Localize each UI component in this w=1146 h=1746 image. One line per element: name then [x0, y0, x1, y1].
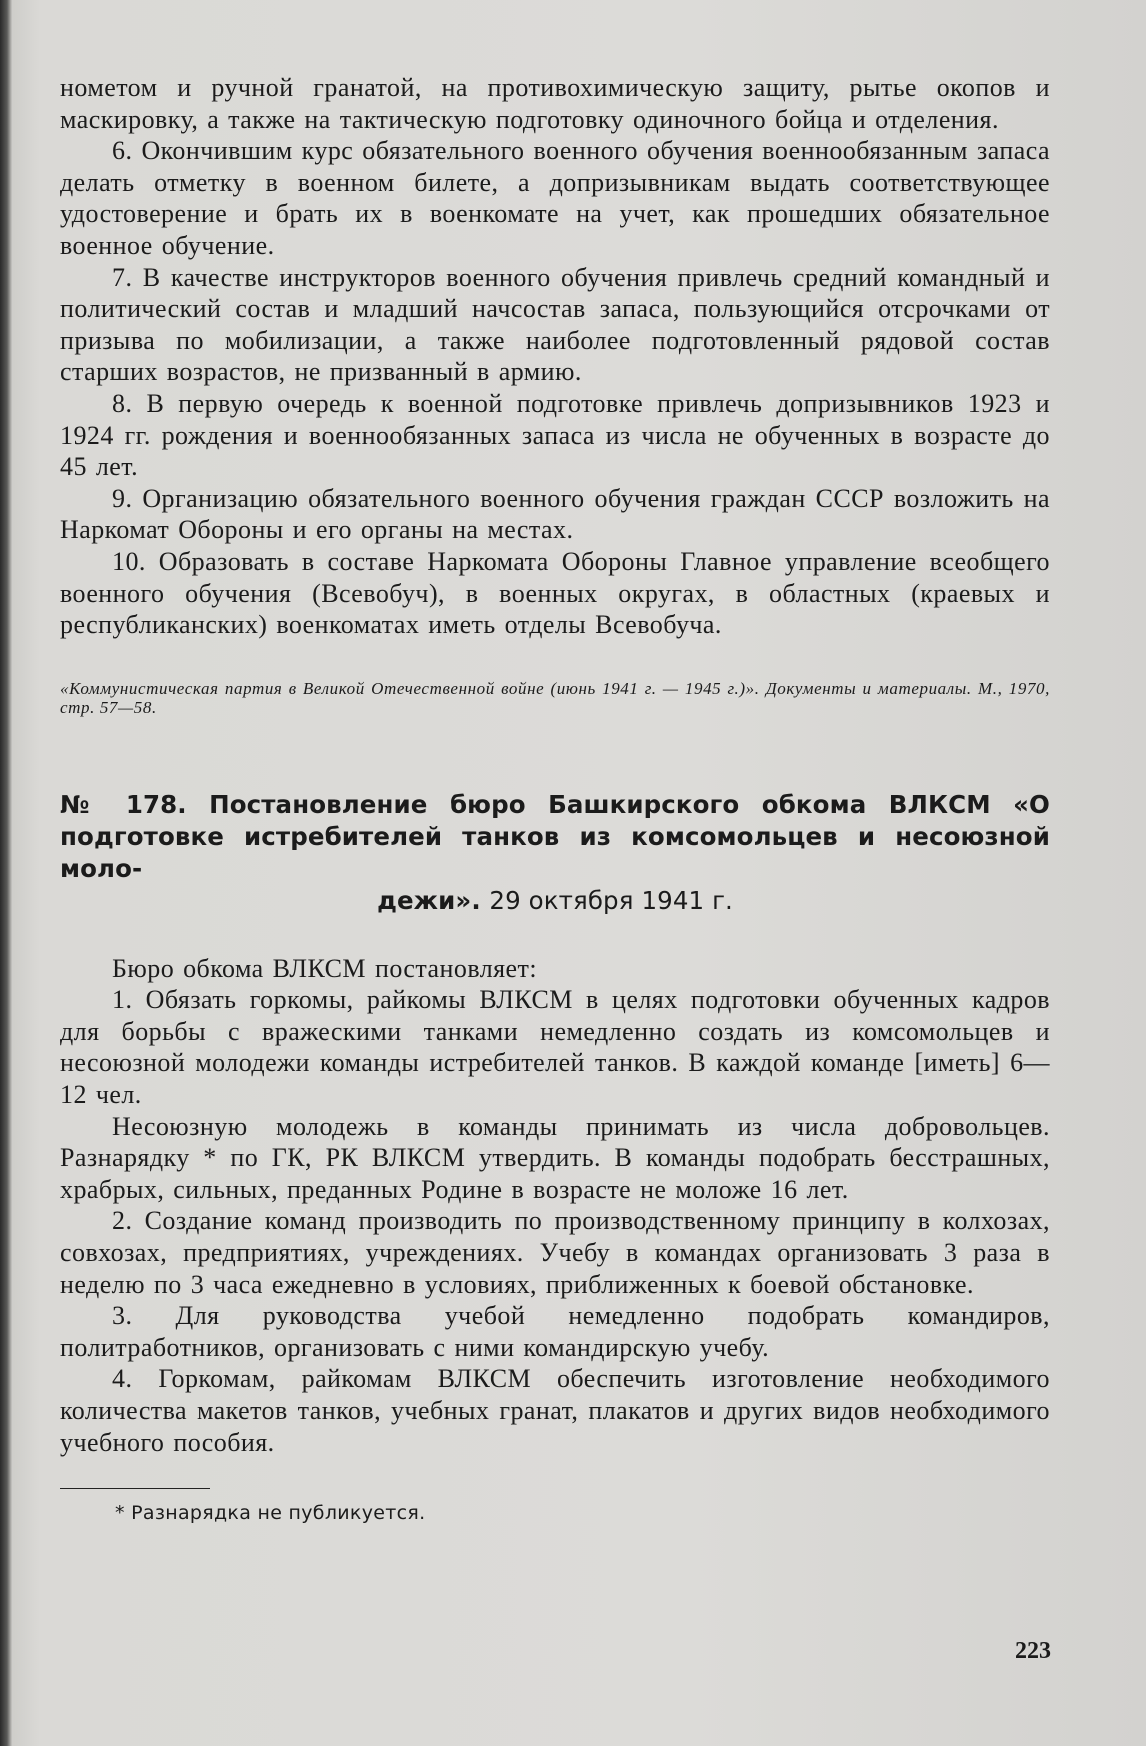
- document-title-end: дежи».: [377, 885, 481, 915]
- paragraph-item-6: 6. Окончившим курс обязательного военного обучения военнообязанным запаса делать отметку в военном билете, а допризывникам выдать соответствующее удостоверение и брать их в военкомате на учет, как прошедших обязательное военное обучение.: [60, 136, 1050, 260]
- document-title: [60, 789, 1050, 917]
- paragraph-continuation: нометом и ручной гранатой, на противохимическую защиту, рытье окопов и маскировку, а также на тактическую подготовку одиночного бойца и отделения.: [60, 73, 1050, 134]
- paragraph-item-9: 9. Организацию обязательного военного обучения граждан СССР возложить на Наркомат Обороны и его органы на местах.: [60, 483, 1050, 545]
- document-item-1: 1. Обязать горкомы, райкомы ВЛКСМ в целях подготовки обученных кадров для борьбы с вражескими танками немедленно создать из комсомольцев и несоюзной молодежи команды истребителей танков. В каждой команде [иметь] 6—12 чел.: [60, 985, 1050, 1110]
- paragraph-item-10: 10. Образовать в составе Наркомата Обороны Главное управление всеобщего военного обучения (Всевобуч), в военных округах, в областных (краевых и республиканских) военкоматах иметь отделы Всевобуча.: [60, 546, 1050, 640]
- page-binding-edge: [0, 0, 12, 1746]
- document-item-1-cont: Несоюзную молодежь в команды принимать из числа добровольцев. Разнарядку * по ГК, РК ВЛКСМ утвердить. В команды подобрать бесстрашных, храбрых, сильных, преданных Родине в возрасте не моложе 16 лет.: [60, 1111, 1050, 1204]
- document-title-line2: [60, 885, 1050, 917]
- document-title-line1: № 178. Постановление бюро Башкирского обкома ВЛКСМ «О подготовке истребителей танков из комсомольцев и несоюзной моло-: [60, 789, 1050, 883]
- document-item-4: 4. Горкомам, райкомам ВЛКСМ обеспечить изготовление необходимого количества макетов танков, учебных гранат, плакатов и других видов необходимого учебного пособия.: [60, 1364, 1050, 1457]
- document-item-3: 3. Для руководства учебой немедленно подобрать командиров, политработников, организовать с ними командирскую учебу.: [60, 1301, 1050, 1362]
- document-item-2: 2. Создание команд производить по производственному принципу в колхозах, совхозах, предприятиях, учреждениях. Учебу в командах организовать 3 раза в неделю по 3 часа ежедневно в условиях, приближенных к боевой обстановке.: [60, 1206, 1050, 1299]
- spacer: [60, 917, 1050, 953]
- footnote: * Разнарядка не публикуется.: [115, 1502, 426, 1525]
- document-intro: Бюро обкома ВЛКСМ постановляет:: [112, 953, 538, 983]
- document-date: 29 октября 1941 г.: [489, 885, 733, 915]
- page-number: 223: [1015, 1638, 1051, 1664]
- source-citation: «Коммунистическая партия в Великой Отечественной войне (июнь 1941 г. — 1945 г.)». Документы и материалы. М., 1970, стр. 57—58.: [60, 678, 1050, 717]
- footnote-divider: [60, 1488, 210, 1489]
- paragraph-item-8: 8. В первую очередь к военной подготовке привлечь допризывников 1923 и 1924 гг. рождения и военнообязанных запаса из числа не обученных в возрасте до 45 лет.: [60, 388, 1050, 482]
- paragraph-item-7: 7. В качестве инструкторов военного обучения привлечь средний командный и политический состав и младший начсостав запаса, пользующийся отсрочками от призыва по мобилизации, а также наиболее подготовленный рядовой состав старших возрастов, не призванный в армию.: [60, 262, 1050, 387]
- text-column: [60, 72, 1050, 1525]
